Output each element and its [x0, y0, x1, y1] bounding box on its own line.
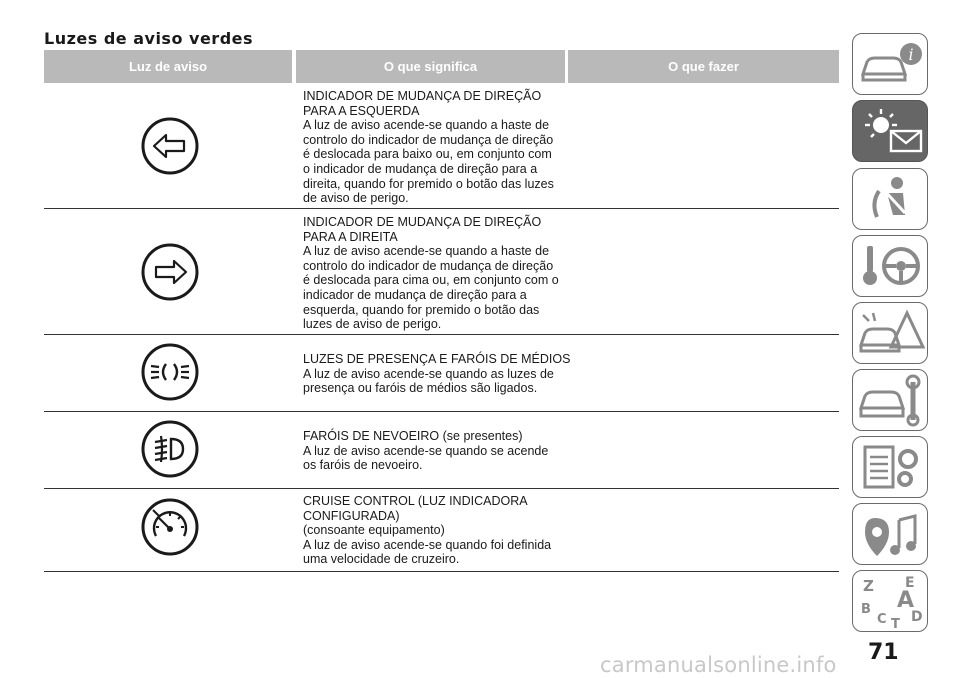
safety-airbag-icon — [853, 169, 927, 229]
table-row — [44, 489, 839, 572]
table-row — [44, 83, 839, 209]
tab-index[interactable] — [852, 570, 928, 632]
fog-light-icon — [139, 418, 201, 480]
emergency-icon — [853, 303, 927, 363]
header-action: O que fazer — [568, 50, 839, 83]
svg-text:T: T — [891, 617, 900, 631]
watermark: carmanualsonline.info — [600, 653, 837, 677]
svg-text:i: i — [908, 45, 914, 64]
index-icon — [853, 571, 927, 631]
svg-text:E: E — [905, 575, 915, 591]
tab-car-info[interactable] — [852, 33, 928, 95]
svg-text:B: B — [861, 602, 871, 617]
car-info-icon — [853, 34, 927, 94]
tab-key-steering[interactable] — [852, 235, 928, 297]
svg-text:C: C — [877, 612, 887, 627]
table-row — [44, 209, 839, 335]
tab-warning-lights[interactable] — [852, 100, 928, 162]
row-description: CRUISE CONTROL (LUZ INDICADORA CONFIGURADA) (consoante equipamento) A luz de aviso acende-se quando foi definida uma velocidade de cruzeiro. — [303, 494, 552, 567]
tab-safety[interactable] — [852, 168, 928, 230]
technical-data-icon — [853, 437, 927, 497]
row-description: INDICADOR DE MUDANÇA DE DIREÇÃO PARA A DIREITA A luz de aviso acende-se quando a haste de controlo do indicador de mudança de direção é deslocada para cima ou, em conjunto com o indicador de mudança de direção para a esquerda, quando for premido o botão das luzes de aviso de perigo. — [303, 215, 559, 332]
table-row — [44, 412, 839, 489]
row-description: INDICADOR DE MUDANÇA DE DIREÇÃO PARA A ESQUERDA A luz de aviso acende-se quando a haste de controlo do indicador de mudança de direção é deslocada para baixo ou, em conjunto com o indicador de mudança de direção para a direita, quando for premido o botão das luzes de aviso de perigo. — [303, 89, 554, 206]
page-number: 71 — [868, 640, 899, 665]
maintenance-icon — [853, 370, 927, 430]
svg-text:A: A — [897, 588, 915, 613]
header-warning-light: Luz de aviso — [44, 50, 292, 83]
left-turn-arrow-icon — [139, 115, 201, 177]
warning-lights-icon — [853, 101, 927, 161]
position-lights-icon — [139, 341, 201, 403]
row-description: LUZES DE PRESENÇA E FARÓIS DE MÉDIOS A luz de aviso acende-se quando as luzes de presença ou faróis de médios são ligados. — [303, 352, 571, 396]
tab-technical-data[interactable] — [852, 436, 928, 498]
header-meaning: O que significa — [296, 50, 565, 83]
row-description: FARÓIS DE NEVOEIRO (se presentes) A luz de aviso acende-se quando se acende os faróis de nevoeiro. — [303, 429, 549, 473]
svg-text:D: D — [911, 609, 923, 625]
page-title: Luzes de aviso verdes — [44, 29, 254, 48]
tab-multimedia[interactable] — [852, 503, 928, 565]
multimedia-icon — [853, 504, 927, 564]
key-steering-icon — [853, 236, 927, 296]
table-header — [44, 50, 839, 83]
tab-emergency[interactable] — [852, 302, 928, 364]
svg-text:Z: Z — [863, 577, 874, 595]
table-row — [44, 335, 839, 412]
right-turn-arrow-icon — [139, 241, 201, 303]
cruise-control-icon — [139, 496, 201, 558]
tab-maintenance[interactable] — [852, 369, 928, 431]
